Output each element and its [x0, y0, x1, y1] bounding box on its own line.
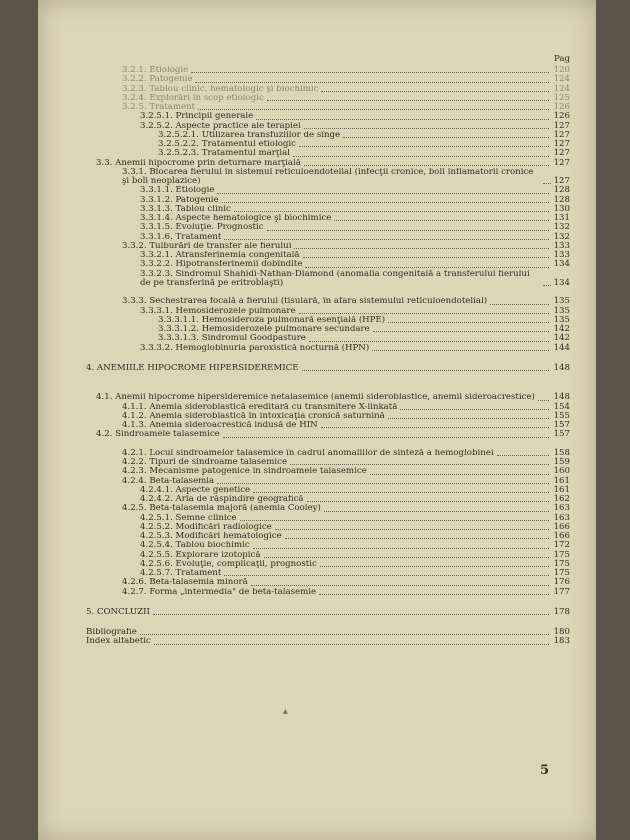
- toc-entry-page: 142: [553, 324, 570, 334]
- toc-entry: [86, 242, 570, 251]
- toc-entry-page: 176: [553, 577, 570, 588]
- toc-entry: [86, 131, 570, 140]
- dot-leader: [154, 644, 549, 645]
- dot-leader: [543, 285, 551, 286]
- toc-entry-page: 148: [553, 362, 570, 373]
- toc-entry: [86, 364, 570, 373]
- toc-entry-page: 172: [553, 540, 570, 551]
- toc-entry-page: 128: [553, 194, 570, 205]
- toc-entry-title: 4.2.5.6. Evoluţie, complicaţii, prognostic: [140, 559, 317, 569]
- toc-entry-page: 161: [553, 484, 570, 495]
- toc-entry: [86, 578, 570, 587]
- dot-leader: [140, 634, 549, 635]
- dot-leader: [388, 418, 549, 419]
- toc-entry-page: 131: [553, 213, 570, 223]
- toc-entry: [86, 122, 570, 131]
- toc-entry-page: 180: [553, 627, 570, 637]
- toc-entry-title: 4.1. Anemii hipocrome hipersideremice netalasemice (anemii sideroblastice, anemii sideroacrestice): [96, 393, 535, 403]
- toc-entry-title: 3.2.5. Tratament: [122, 103, 196, 112]
- toc-entry: [86, 66, 570, 75]
- dot-leader: [400, 409, 549, 410]
- toc-entry: [86, 467, 570, 476]
- print-mark: ▲: [283, 708, 288, 715]
- toc-entry: [86, 103, 570, 112]
- toc-entry: [86, 412, 570, 421]
- toc-entry: [86, 440, 570, 459]
- toc-entry-page: 175: [553, 568, 570, 578]
- toc-entry-title: 4.2.1. Locul sindroamelor talasemice în cadrul anomaliilor de sinteză a hemoglobinei: [122, 448, 494, 458]
- toc-entry: [86, 541, 570, 550]
- page-number: 5: [540, 763, 550, 778]
- toc-entry-page: 132: [553, 222, 570, 233]
- toc-entry: [86, 140, 570, 149]
- dot-leader: [497, 455, 549, 456]
- toc-entry-title: 3.3.3.1.3. Sindromul Goodpasture: [158, 334, 306, 344]
- dot-leader: [321, 427, 549, 428]
- toc-entry-title: 3.3.3.1.1. Hemosideroza pulmonară esenţială (HPE): [158, 315, 386, 325]
- toc-entry: [86, 159, 570, 168]
- toc-entry: [86, 477, 570, 486]
- pag-column-label: Pag: [553, 54, 570, 64]
- toc-entry-page: 120: [553, 65, 570, 75]
- dot-leader: [191, 72, 549, 73]
- toc-entry-title: 4.2.4. Beta-talasemia: [122, 476, 215, 486]
- dot-leader: [302, 370, 550, 371]
- toc-entry-page: 160: [553, 466, 570, 477]
- dot-leader: [334, 220, 549, 221]
- dot-leader: [343, 137, 549, 138]
- toc-entry-title: 3.3.1.2. Patogenie: [140, 195, 219, 205]
- toc-entry: [86, 628, 570, 637]
- toc-entry-page: 154: [553, 401, 570, 412]
- toc-entry-page: 127: [553, 139, 570, 149]
- table-of-contents: [86, 52, 570, 647]
- dot-leader: [303, 257, 549, 258]
- toc-entry: [86, 196, 570, 205]
- toc-entry-title: 3.3.2.3. Sindromul Shahidi-Nathan-Diamond (anomalia congenitală a transferului fierului de pe transferină pe eritroblaşti): [140, 269, 530, 288]
- toc-entry-page: 126: [553, 111, 570, 122]
- toc-entry-page: 134: [553, 259, 570, 270]
- dot-leader: [275, 529, 549, 530]
- dot-leader: [264, 557, 550, 558]
- dot-leader: [307, 501, 549, 502]
- dot-leader: [240, 520, 550, 521]
- toc-entry-title: 3.3.3.1. Hemosiderozele pulmonare: [140, 306, 296, 316]
- toc-entry: [86, 168, 570, 187]
- toc-entry-page: 175: [553, 558, 570, 569]
- dot-leader: [256, 119, 549, 120]
- toc-entry: [86, 504, 570, 513]
- dot-leader: [267, 100, 549, 101]
- dot-leader: [224, 239, 549, 240]
- toc-entry: [86, 85, 570, 94]
- toc-entry-title: 4. ANEMIILE HIPOCROME HIPERSIDEREMICE: [86, 363, 299, 373]
- toc-entry-page: 166: [553, 521, 570, 532]
- toc-entry-page: 159: [553, 457, 570, 467]
- toc-entry-page: 163: [553, 503, 570, 514]
- toc-entry-page: 133: [553, 250, 570, 260]
- toc-entry-page: 158: [553, 447, 570, 458]
- toc-entry-title: 3.3.2.2. Hipotransferinemii dobîndite: [140, 260, 303, 270]
- toc-entry-title: 3.2.3. Tablou clinic, hematologic şi biochimic: [122, 84, 319, 94]
- toc-entry-page: 127: [553, 148, 570, 159]
- toc-entry-title: 3.3.3.1.2. Hemosiderozele pulmonare secundare: [158, 325, 370, 334]
- toc-entry-page: 163: [553, 512, 570, 523]
- toc-entry-title: 4.2.6. Beta-talasemia minoră: [122, 578, 248, 588]
- toc-entry-title: 4.2.5. Beta-talasemia majoră (anemia Cooley): [122, 504, 321, 514]
- toc-entry: [86, 384, 570, 403]
- dot-leader: [253, 548, 549, 549]
- toc-entry-page: 155: [553, 410, 570, 421]
- dot-leader: [321, 91, 549, 92]
- toc-entry-page: 127: [553, 129, 570, 140]
- toc-entry-title: 3.2.5.2.2. Tratamentul etiologic: [158, 140, 296, 149]
- toc-entry-page: 127: [553, 157, 570, 168]
- toc-entry-page: 183: [553, 636, 570, 647]
- dot-leader: [222, 202, 549, 203]
- toc-entry: [86, 251, 570, 260]
- toc-entry-page: 125: [553, 92, 570, 103]
- toc-entry-title: 4.2.5.2. Modificări radiologice: [140, 522, 272, 532]
- toc-entry: [86, 608, 570, 617]
- toc-entry: [86, 186, 570, 195]
- toc-entry-page: 130: [553, 203, 570, 214]
- toc-entry-page: 142: [553, 333, 570, 344]
- book-page: [38, 0, 596, 840]
- toc-entry-page: 135: [553, 296, 570, 307]
- dot-leader: [372, 350, 549, 351]
- toc-entry-title: 4.2.4.2. Aria de răspîndire geografică: [140, 495, 304, 504]
- toc-entry-title: 3.2.5.2.3. Tratamentul marţial: [158, 149, 290, 159]
- toc-entry: [86, 569, 570, 578]
- dot-leader: [290, 464, 549, 465]
- dot-leader: [253, 492, 549, 493]
- toc-entry-page: 166: [553, 531, 570, 541]
- toc-entry-title: 4.1.2. Anemia sideroblastică în intoxicaţia cronică saturnină: [122, 411, 385, 421]
- toc-entry-title: 4.2.3. Mecanisme patogenice în sindroamele talasemice: [122, 467, 367, 477]
- dot-leader: [324, 511, 549, 512]
- toc-entry: [86, 233, 570, 242]
- dot-leader: [490, 304, 549, 305]
- toc-entry-title: 3.2.5.2. Aspecte practice ale terapiei: [140, 121, 301, 131]
- toc-entry-page: 127: [553, 176, 570, 186]
- toc-entry: [86, 637, 570, 646]
- toc-entry-title: 4.2.5.7. Tratament: [140, 569, 222, 578]
- toc-entry-title: 3.3.1.5. Evoluţie. Prognostic: [140, 223, 264, 233]
- toc-entry-page: 126: [553, 102, 570, 112]
- toc-entry: [86, 421, 570, 430]
- toc-entry: [86, 316, 570, 325]
- toc-entry: [86, 430, 570, 439]
- toc-entry-page: 135: [553, 305, 570, 316]
- toc-entry: [86, 325, 570, 334]
- toc-entry: [86, 270, 570, 289]
- toc-entry-page: 148: [553, 392, 570, 403]
- toc-entry-title: 3.3.1.1. Etiologie: [140, 186, 215, 196]
- toc-entry-title: 3.3.2.1. Atransferinemia congenitală: [140, 251, 300, 260]
- toc-entry: [86, 307, 570, 316]
- toc-entry-title: 3.3.1.6. Tratament: [140, 232, 222, 242]
- toc-entry-title: 3.2.2. Patogenie: [122, 75, 193, 85]
- dot-leader: [217, 483, 549, 484]
- toc-entry-title: 4.2.2. Tipuri de sindroame talasemice: [122, 458, 288, 467]
- dot-leader: [251, 585, 549, 586]
- toc-entry-page: 177: [553, 586, 570, 597]
- dot-leader: [370, 474, 549, 475]
- toc-entry: [86, 344, 570, 353]
- toc-entry-title: 3.2.4. Explorări în scop etiologic: [122, 93, 264, 103]
- dot-leader: [285, 538, 549, 539]
- toc-entry-title: 4.2.5.4. Tablou biochimic: [140, 541, 250, 551]
- toc-entry: [86, 403, 570, 412]
- dot-leader: [153, 614, 549, 615]
- toc-entry-title: 4.2.5.5. Explorare izotopică: [140, 550, 261, 560]
- toc-entry: [86, 112, 570, 121]
- toc-entry: [86, 458, 570, 467]
- toc-entry: [86, 260, 570, 269]
- toc-rows: [86, 66, 570, 647]
- dot-leader: [304, 165, 549, 166]
- dot-leader: [299, 313, 549, 314]
- toc-entry-page: 178: [553, 606, 570, 617]
- toc-entry-page: 133: [553, 240, 570, 251]
- dot-leader: [294, 248, 549, 249]
- toc-entry-page: 124: [553, 83, 570, 94]
- toc-entry: [86, 514, 570, 523]
- toc-entry-title: Index alfabetic: [86, 637, 151, 647]
- toc-entry-title: 3.3.1.3. Tablou clinic: [140, 204, 231, 214]
- toc-entry-title: 3.2.5.2.1. Utilizarea transfuziilor de sînge: [158, 130, 341, 140]
- toc-entry-title: 4.2.4.1. Aspecte genetice: [140, 485, 251, 495]
- toc-entry-page: 135: [553, 314, 570, 325]
- toc-entry-page: 134: [553, 277, 570, 288]
- toc-entry-page: 132: [553, 231, 570, 242]
- toc-entry: [86, 214, 570, 223]
- toc-entry: [86, 486, 570, 495]
- toc-entry-page: 162: [553, 494, 570, 504]
- toc-entry-title: 3.3.3. Sechestrarea focală a fierului (tisulară, în afara sistemului reticuloendotelial): [122, 297, 488, 307]
- toc-entry-title: 3.3.3.2. Hemoglobinuria paroxistică nocturnă (HPN): [140, 343, 370, 353]
- toc-entry: [86, 149, 570, 158]
- toc-entry-title: 4.2. Sindroamele talasemice: [96, 430, 220, 440]
- toc-entry-title: Bibliografie: [86, 628, 137, 637]
- toc-entry: [86, 495, 570, 504]
- toc-entry-page: 144: [553, 342, 570, 353]
- toc-entry-page: 124: [553, 74, 570, 85]
- dot-leader: [373, 331, 549, 332]
- toc-entry-title: 3.3.1.4. Aspecte hematologice şi biochimice: [140, 214, 332, 223]
- dot-leader: [198, 109, 549, 110]
- dot-leader: [320, 566, 549, 567]
- toc-entry-title: 4.2.5.3. Modificări hematologice: [140, 532, 282, 541]
- toc-entry-page: 161: [553, 475, 570, 486]
- toc-entry-title: 4.1.1. Anemia sideroblastică ereditară cu transmitere X-linkată: [122, 402, 398, 412]
- dot-leader: [223, 437, 549, 438]
- dot-leader: [234, 211, 549, 212]
- dot-leader: [304, 128, 549, 129]
- toc-entry: [86, 75, 570, 84]
- dot-leader: [543, 183, 551, 184]
- toc-entry: [86, 94, 570, 103]
- toc-entry: [86, 551, 570, 560]
- toc-entry-page: 128: [553, 185, 570, 196]
- dot-leader: [299, 146, 549, 147]
- toc-entry: [86, 334, 570, 343]
- toc-entry-page: 157: [553, 420, 570, 430]
- dot-leader: [224, 575, 549, 576]
- toc-entry-title: 4.2.7. Forma „intermedia" de beta-talasemie: [122, 587, 317, 597]
- toc-entry-title: 4.2.5.1. Semne clinice: [140, 513, 237, 523]
- dot-leader: [305, 267, 549, 268]
- toc-entry: [86, 205, 570, 214]
- dot-leader: [388, 322, 549, 323]
- dot-leader: [195, 82, 549, 83]
- toc-entry-page: 127: [553, 120, 570, 131]
- toc-entry: [86, 532, 570, 541]
- toc-entry: [86, 288, 570, 307]
- toc-entry-page: 157: [553, 429, 570, 440]
- toc-entry-title: 3.2.1. Etiologie: [122, 66, 189, 75]
- toc-entry-title: 5. CONCLUZII: [86, 607, 150, 617]
- dot-leader: [293, 156, 549, 157]
- toc-entry: [86, 523, 570, 532]
- dot-leader: [538, 400, 549, 401]
- toc-entry-page: 175: [553, 549, 570, 560]
- toc-entry-title: 3.2.5.1. Principii generale: [140, 112, 254, 122]
- dot-leader: [309, 341, 549, 342]
- toc-entry-title: 3.3.1. Blocarea fierului în sistemul reticuloendotelial (infecţii cronice, boli inflamatorii cronice şi boli neoplazice): [122, 167, 534, 186]
- toc-entry: [86, 223, 570, 232]
- dot-leader: [319, 594, 549, 595]
- toc-entry-title: 3.3.2. Tulburări de transfer ale fierului: [122, 241, 292, 251]
- toc-entry: [86, 588, 570, 597]
- toc-entry-title: 3.3. Anemii hipocrome prin deturnare marţială: [96, 158, 301, 168]
- toc-entry-title: 4.1.3. Anemia sideroacrestică indusă de HIN: [122, 421, 318, 430]
- dot-leader: [267, 230, 549, 231]
- dot-leader: [217, 193, 549, 194]
- toc-entry: [86, 560, 570, 569]
